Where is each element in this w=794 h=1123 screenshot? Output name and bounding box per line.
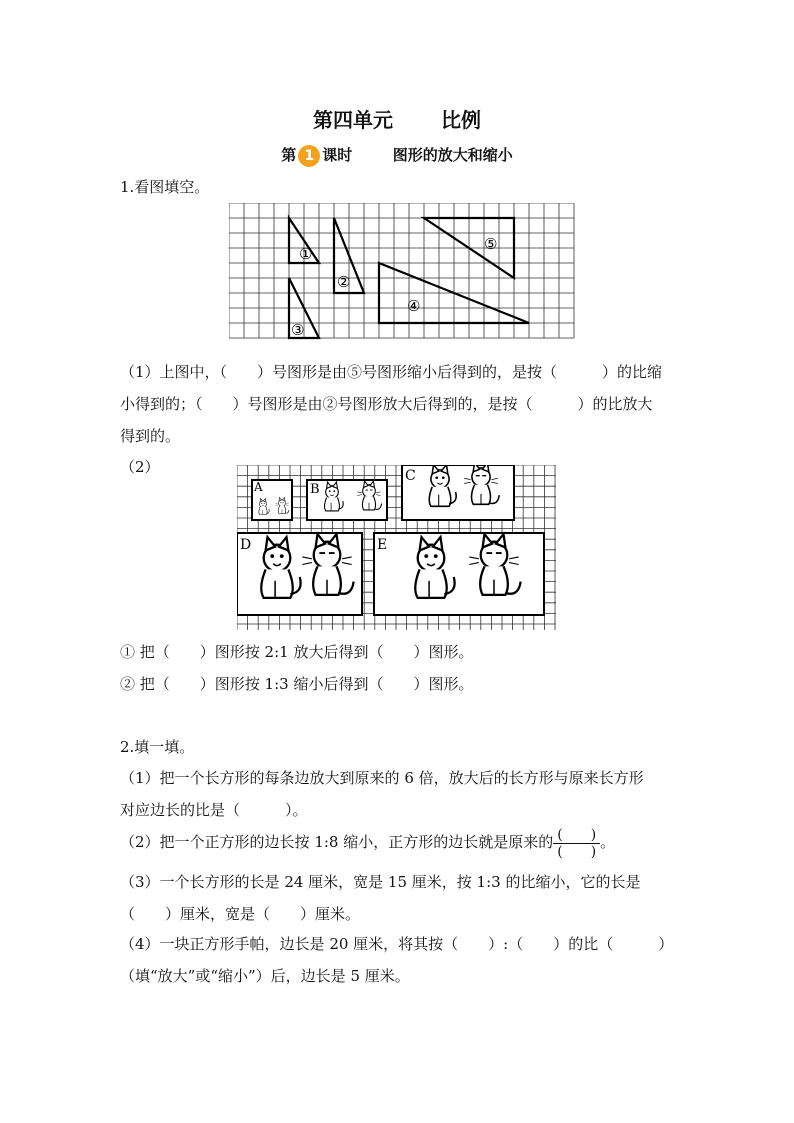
q1-part2-item1: ① 把（ ）图形按 2:1 放大后得到（ ）图形。: [120, 643, 474, 661]
lesson-number-badge: 1: [298, 145, 320, 167]
lesson-prefix: 第: [281, 146, 297, 164]
triangle-5-label: ⑤: [484, 235, 498, 253]
q2-part1-line2: 对应边长的比是（ ）。: [120, 801, 308, 819]
triangle-3-label: ③: [291, 321, 305, 339]
cat-box-a-label: A: [254, 480, 263, 494]
cat-box-b-label: B: [310, 482, 320, 497]
q2-part3: [120, 866, 680, 930]
triangle-4-label: ④: [407, 297, 421, 315]
triangle-2-label: ②: [337, 273, 351, 291]
q2-part2-text: （2）把一个正方形的边长按 1:8 缩小，正方形的边长就是原来的: [120, 833, 554, 851]
lesson-suffix: 课时: [322, 146, 353, 164]
q1-part1-line2: 小得到的；（ ）号图形是由②号图形放大后得到的，是按（ ）的比放大: [120, 395, 653, 413]
lesson-subtitle: [0, 144, 794, 167]
q1-part2-item2: ② 把（ ）图形按 1:3 缩小后得到（ ）图形。: [120, 675, 474, 693]
q2-part2-fraction: [553, 827, 600, 860]
q2-part2-end: 。: [600, 833, 616, 851]
cat-box-e: [374, 533, 544, 615]
q2-part4-line2: （填“放大”或“缩小”）后，边长是 5 厘米。: [120, 967, 410, 985]
q1-part1: [120, 356, 680, 452]
q2-part3-line2: （ ）厘米，宽是（ ）厘米。: [120, 905, 361, 923]
q1-part1-line1: （1）上图中，（ ）号图形是由⑤号图形缩小后得到的，是按（ ）的比缩: [120, 363, 663, 381]
grid-lines: [229, 203, 574, 338]
q2-part4-line1: （4）一块正方形手帕，边长是 20 厘米，将其按（ ）:（ ）的比（ ）: [120, 935, 674, 953]
q1-part2-items: [120, 636, 680, 700]
triangle-grid-figure: [229, 203, 576, 341]
q1-part1-line3: 得到的。: [120, 427, 181, 445]
lesson-topic: 图形的放大和缩小: [392, 146, 513, 164]
page-title: [0, 104, 794, 133]
q2-part2: [120, 826, 700, 860]
cat-grid-figure: [237, 465, 557, 631]
q1-part2-label: （2）: [120, 458, 160, 476]
question-2-heading: 2.填一填。: [120, 738, 195, 756]
q2-part3-line1: （3）一个长方形的长是 24 厘米，宽是 15 厘米，按 1:3 的比缩小，它的长是: [120, 873, 641, 891]
cat-box-d: [237, 533, 362, 615]
cat-box-c: [402, 465, 514, 520]
q2-part1: [120, 762, 680, 826]
fraction-numerator: ( ): [553, 827, 600, 844]
q2-part1-line1: （1）把一个长方形的每条边放大到原来的 6 倍，放大后的长方形与原来长方形: [120, 769, 644, 787]
question-1-heading: 1.看图填空。: [120, 178, 210, 196]
fraction-denominator: ( ): [557, 843, 597, 860]
cat-box-e-label: E: [377, 537, 388, 553]
unit-title: 第四单元: [313, 108, 394, 132]
unit-topic: 比例: [440, 108, 481, 132]
cat-box-c-label: C: [405, 468, 416, 484]
q2-part4: [120, 928, 680, 992]
triangle-1-label: ①: [299, 245, 313, 263]
cat-box-d-label: D: [240, 537, 252, 553]
